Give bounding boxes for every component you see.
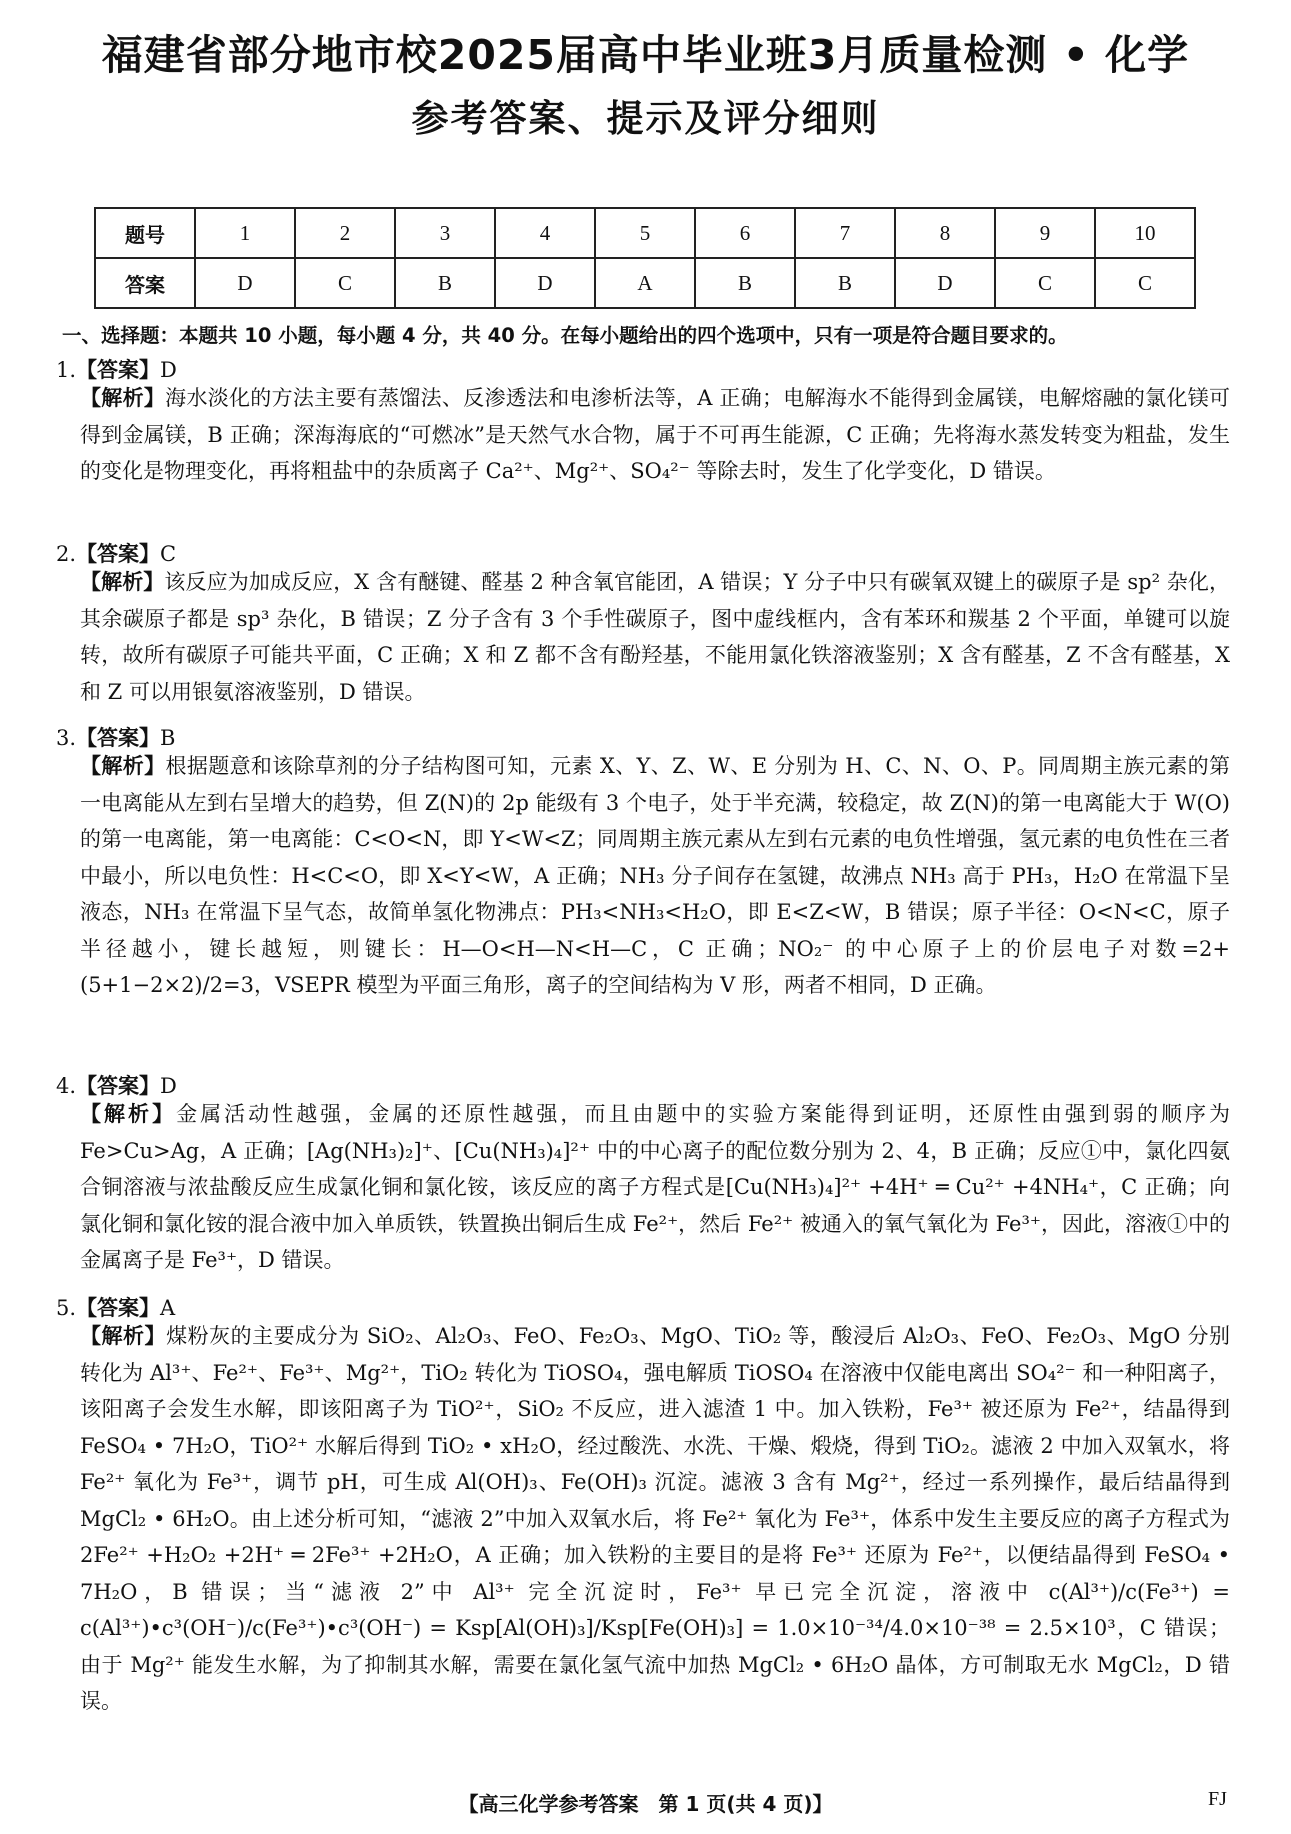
question-number: 3. [56, 726, 77, 750]
analysis-label: 【解析】 [80, 754, 166, 778]
question-number-cell: 1 [195, 208, 295, 258]
question-number: 5. [56, 1296, 77, 1320]
analysis-label: 【解析】 [80, 1102, 177, 1126]
answer-cell: C [1095, 258, 1195, 308]
page-footer: 【高三化学参考答案 第 1 页(共 4 页)】 [458, 1792, 833, 1816]
answer-label: 【答案】 [76, 542, 161, 566]
analysis-paragraph-3 [80, 748, 1230, 1004]
question-number: 2. [56, 542, 77, 566]
analysis-paragraph-2 [80, 564, 1230, 710]
question-number: 1. [56, 358, 77, 382]
answer-label: 【答案】 [76, 1074, 161, 1098]
question-number-cell: 10 [1095, 208, 1195, 258]
question-number-cell: 6 [695, 208, 795, 258]
analysis-text: 该反应为加成反应，X 含有醚键、醛基 2 种含氧官能团，A 错误；Y 分子中只有碳氧双键上的碳原子是 sp² 杂化，其余碳原子都是 sp³ 杂化，B 错误；Z 分子含有 3 个手性碳原子，图中虚线框内，含有苯环和羰基 2 个平面，单键可以旋转，故所有碳原子可能共平面，C 正确；X 和 Z 都不含有酚羟基，不能用氯化铁溶液鉴别；X 含有醛基，Z 不含有醛基，X 和 Z 可以用银氨溶液鉴别，D 错误。 [80, 570, 1231, 704]
analysis-text: 金属活动性越强，金属的还原性越强，而且由题中的实验方案能得到证明，还原性由强到弱的顺序为 Fe>Cu>Ag，A 正确；[Ag(NH₃)₂]⁺、[Cu(NH₃)₄]²⁺ 中的中心离子的配位数分别为 2、4，B 正确；反应①中，氯化四氨合铜溶液与浓盐酸反应生成氯化铜和氯化铵，该反应的离子方程式是[Cu(NH₃)₄]²⁺ +4H⁺ ═ Cu²⁺ +4NH₄⁺，C 正确；向氯化铜和氯化铵的混合液中加入单质铁，铁置换出铜后生成 Fe²⁺，然后 Fe²⁺ 被通入的氧气氧化为 Fe³⁺，因此，溶液①中的金属离子是 Fe³⁺，D 错误。 [80, 1102, 1231, 1272]
answer-value: C [160, 542, 177, 566]
answer-table-answer-row [95, 258, 1195, 308]
answer-value: D [160, 358, 177, 382]
answer-value: D [160, 1074, 177, 1098]
row-label-number: 题号 [95, 208, 195, 258]
answer-cell: B [695, 258, 795, 308]
analysis-paragraph-4 [80, 1096, 1230, 1279]
question-number-cell: 8 [895, 208, 995, 258]
question-number-cell: 5 [595, 208, 695, 258]
answer-cell: B [795, 258, 895, 308]
answer-value: B [160, 726, 176, 750]
answer-table-number-row [95, 208, 1195, 258]
analysis-label: 【解析】 [80, 570, 165, 594]
answer-label: 【答案】 [76, 358, 161, 382]
question-number: 4. [56, 1074, 77, 1098]
row-label-answer: 答案 [95, 258, 195, 308]
answer-cell: D [495, 258, 595, 308]
question-number-cell: 7 [795, 208, 895, 258]
analysis-label: 【解析】 [80, 386, 166, 410]
answer-label: 【答案】 [76, 726, 161, 750]
analysis-text: 煤粉灰的主要成分为 SiO₂、Al₂O₃、FeO、Fe₂O₃、MgO、TiO₂ 等，酸浸后 Al₂O₃、FeO、Fe₂O₃、MgO 分别转化为 Al³⁺、Fe²⁺、Fe³⁺、Mg²⁺，TiO₂ 转化为 TiOSO₄，强电解质 TiOSO₄ 在溶液中仅能电离出 SO₄²⁻ 和一种阳离子，该阳离子会发生水解，即该阳离子为 TiO²⁺，SiO₂ 不反应，进入滤渣 1 中。加入铁粉，Fe³⁺ 被还原为 Fe²⁺，结晶得到 FeSO₄ • 7H₂O，TiO²⁺ 水解后得到 TiO₂ • xH₂O，经过酸洗、水洗、干燥、煅烧，得到 TiO₂。滤液 2 中加入双氧水，将 Fe²⁺ 氧化为 Fe³⁺，调节 pH，可生成 Al(OH)₃、Fe(OH)₃ 沉淀。滤液 3 含有 Mg²⁺，经过一系列操作，最后结晶得到 MgCl₂ • 6H₂O。由上述分析可知，“滤液 2”中加入双氧水后，将 Fe²⁺ 氧化为 Fe³⁺，体系中发生主要反应的离子方程式为 2Fe²⁺ +H₂O₂ +2H⁺ ═ 2Fe³⁺ +2H₂O，A 正确；加入铁粉的主要目的是将 Fe³⁺ 还原为 Fe²⁺，以便结晶得到 FeSO₄ • 7H₂O，B 错误；当“滤液 2”中 Al³⁺ 完全沉淀时，Fe³⁺ 早已完全沉淀，溶液中 c(Al³⁺)/c(Fe³⁺) = c(Al³⁺)•c³(OH⁻)/c(Fe³⁺)•c³(OH⁻) = Ksp[Al(OH)₃]/Ksp[Fe(OH)₃] = 1.0×10⁻³⁴/4.0×10⁻³⁸ = 2.5×10³，C 错误；由于 Mg²⁺ 能发生水解，为了抑制其水解，需要在氯化氢气流中加热 MgCl₂ • 6H₂O 晶体，方可制取无水 MgCl₂，D 错误。 [80, 1324, 1230, 1713]
analysis-paragraph-1 [80, 380, 1230, 490]
answer-cell: C [995, 258, 1095, 308]
answer-label: 【答案】 [76, 1296, 161, 1320]
question-number-cell: 3 [395, 208, 495, 258]
answer-value: A [160, 1296, 176, 1320]
document-title: 福建省部分地市校2025届高中毕业班3月质量检测 • 化学 [101, 31, 1190, 79]
answer-cell: A [595, 258, 695, 308]
answer-cell: C [295, 258, 395, 308]
question-number-cell: 4 [495, 208, 595, 258]
analysis-label: 【解析】 [80, 1324, 167, 1348]
analysis-text: 根据题意和该除草剂的分子结构图可知，元素 X、Y、Z、W、E 分别为 H、C、N、O、P。同周期主族元素的第一电离能从左到右呈增大的趋势，但 Z(N)的 2p 能级有 3 个电子，处于半充满，较稳定，故 Z(N)的第一电离能大于 W(O)的第一电离能，第一电离能：C<O<N，即 Y<W<Z；同周期主族元素从左到右元素的电负性增强，氢元素的电负性在三者中最小，所以电负性：H<C<O，即 X<Y<W，A 正确；NH₃ 分子间存在氢键，故沸点 NH₃ 高于 PH₃，H₂O 在常温下呈液态，NH₃ 在常温下呈气态，故简单氢化物沸点：PH₃<NH₃<H₂O，即 E<Z<W，B 错误；原子半径：O<N<C，原子半径越小，键长越短，则键长：H—O<H—N<H—C，C 正确；NO₂⁻ 的中心原子上的价层电子对数=2+(5+1−2×2)/2=3，VSEPR 模型为平面三角形，离子的空间结构为 V 形，两者不相同，D 正确。 [80, 754, 1230, 997]
answer-cell: D [895, 258, 995, 308]
footer-code: FJ [1208, 1788, 1227, 1810]
analysis-paragraph-5 [80, 1318, 1230, 1720]
document-subtitle: 参考答案、提示及评分细则 [411, 97, 880, 140]
analysis-text: 海水淡化的方法主要有蒸馏法、反渗透法和电渗析法等，A 正确；电解海水不能得到金属镁，电解熔融的氯化镁可得到金属镁，B 正确；深海海底的“可燃冰”是天然气水合物，属于不可再生能源，C 正确；先将海水蒸发转变为粗盐，发生的变化是物理变化，再将粗盐中的杂质离子 Ca²⁺、Mg²⁺、SO₄²⁻ 等除去时，发生了化学变化，D 错误。 [80, 386, 1231, 483]
answer-cell: B [395, 258, 495, 308]
section-heading: 一、选择题：本题共 10 小题，每小题 4 分，共 40 分。在每小题给出的四个选项中，只有一项是符合题目要求的。 [62, 324, 1068, 347]
question-number-cell: 9 [995, 208, 1095, 258]
answer-table [94, 207, 1196, 309]
answer-cell: D [195, 258, 295, 308]
question-number-cell: 2 [295, 208, 395, 258]
